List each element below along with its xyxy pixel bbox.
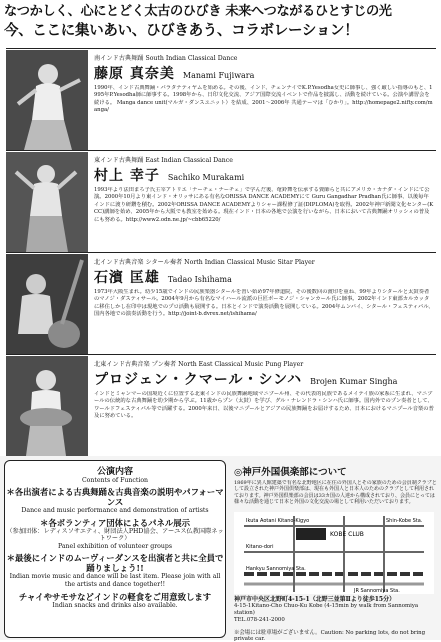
performer-name-jp: 村上 幸子: [94, 168, 160, 184]
parking-note: ※会場には駐車場がございません。Caution: No parking lots, do not bring private car.: [234, 630, 426, 642]
program-item-jp: チャイやサモサなどインドの軽食をご用意致します: [18, 591, 212, 602]
program-item: [5, 553, 225, 588]
performer-role: 東インド古典舞踊 East Indian Classical Dance: [94, 157, 233, 164]
access-map: [234, 512, 434, 594]
map-label-top: Ikuta Aotani Kitano-Kigyo: [246, 518, 310, 524]
program-item-en: Indian movie music and dance will be last item. Please join with all the artists and dance together!!: [9, 573, 221, 588]
performer-name-jp: 石濱 匡雄: [94, 270, 160, 286]
performer-ishihama: [6, 252, 436, 354]
address-jp: 神戸市中央区北野町4-15-1（北野三並第Ⅱより徒歩15分）: [234, 596, 396, 603]
performer-name-en: Manami Fujiwara: [182, 71, 255, 80]
performer-role: 南インド古典舞踊 South Indian Classical Dance: [94, 55, 238, 62]
performer-photo-dancer: [6, 50, 88, 150]
map-label-road: Kitano-dori: [246, 544, 274, 550]
program-item-en: Dance and music performance and demonstration of artists: [21, 507, 209, 514]
club-description: 1869年に異人館建築で有名な北野地区に在住の外国人とその家族のための会員制クラブとして設立された神戸外国倶楽部は、現在も外国人と日本人のためのクラブとして利用されております。神戸外国倶楽部の会員は33カ国の人達から構成されており、会員にとっては様々な活動を通じて日本と外国の文化交流の場として利用いただいております。: [234, 480, 437, 506]
program-item: [5, 592, 225, 610]
performer-name-jp: プロジェン・クマール・シンハ: [94, 372, 303, 388]
club-info: [234, 464, 438, 642]
bottom-section: [0, 456, 441, 640]
performer-bio: 1993年より法田まろ子氏主宰アトリエ「ナーチェ・ナーチェ」で学んだ後、奄鈴舞を伝承する資師らと共にアメリカ・カナダ・インドにて公演。2000年10月より東インド・オリッサにある有名なORISSA DANCE ACADEMYにて Guru Gangadhar Pradhan氏に師事、以後毎年インドに渡り研鑽を積む。2002年ORISSA DANCE ACADEMYよりシャー課程修了証(DIPLOMA)を取得。2002年神戸新聞文化センター(KCC)講師を始め、2005年から大阪でも教室を始める。現在インド・日本の各地で公演を行いながら、日本において古典舞踊オリッシィの普及にも努める。http://www2.odn.ne.jp/~cbb65220/: [94, 187, 434, 223]
performer-photo-dancer: [6, 152, 88, 252]
performer-bio: 1990年、インド古典舞踊・バラタナティヤムを始める。その後、インド、チェンナイでK.P.Yesodha女史に師事し、強く厳しい指導のもと、1995年P.Yesodha師に師事する。1998年から、日印文化交流、アジア国際交流イベントで作品を披露し、活動を続けている。公演や講習会を続ける。 Manga dance unit(マルガ・ダンスユニット）を結成、2001〜2006年 共通テーマは「ひかり」。http://homepage2.nifty.com/manga/: [94, 85, 433, 114]
performer-role: 北東インド古典音楽 プン奏者 North East Classical Music Pung Player: [94, 361, 304, 368]
club-address: [234, 596, 438, 624]
program-item-en: Panel exhibition of volunteer groups: [57, 542, 172, 550]
program-item-sub: （参加団体：レディスソサエティ、財団法人PHD協会、アーユス仏教国際ネットワーク）: [6, 527, 224, 543]
map-label-club: KOBE CLUB: [330, 531, 364, 538]
program-title: 公演内容: [96, 467, 133, 477]
program-item: [5, 518, 225, 551]
program-panel: [4, 460, 226, 638]
map-label-jr: JR Sannomiya Sta.: [354, 588, 400, 594]
performer-name-en: Brojen Kumar Singha: [310, 377, 398, 386]
headline-line-1: なつかしく、心にとどく太古のひびき 未来へつながるひとすじの光: [4, 4, 392, 19]
performer-bio: 1973年大阪生まれ。幼少15歳でインドの民族楽器シタールを習い始め97年修道院、その後数回の渡印を重ね、99年よりシタールと太鼓奏者のマノジ・ダスティサール。2004年9月から有名なマイハール流派の巨匠ボーモノジ・シャンカール氏に師事。2002年インド東部カルカッタに移住しかし在印中は現地でのプロ活動も展開する。日本とインドで演奏活動を展開している。2004年ムンバイ、シタール・フェスティバル、国内各地での演奏活動を行う。http://joint-b.dvrex.net/ishihama/: [94, 289, 434, 318]
map-label-hankyu: Hankyu Sannomiya Sta.: [246, 566, 306, 572]
performer-name-en: Tadao Ishihama: [167, 275, 232, 284]
program-item-jp: ＊各ボランティア団体によるパネル展示: [39, 517, 191, 528]
program-item: [5, 487, 225, 515]
address-en: 4-15-1Kitano-Cho Chuo-Ku Kobe (4-15min by walk from Sannomiya station): [234, 603, 419, 616]
performer-photo-drummer: [6, 356, 88, 456]
performer-role: 北インド古典音楽 シタール奏者 North Indian Classical Music Sitar Player: [94, 259, 315, 266]
performer-name-en: Sachiko Murakami: [167, 173, 245, 182]
headline: [4, 2, 438, 41]
club-title: ◎神戸外国倶楽部について: [234, 467, 347, 478]
headline-line-2: 今、ここに集いあい、ひびきあう、コラボレーション！: [4, 23, 359, 39]
performer-photo-sitar: [6, 254, 88, 354]
program-item-en: Indian snacks and drinks also available.: [52, 601, 178, 609]
performer-fujiwara: [6, 48, 436, 150]
program-item-jp: ＊最後にインドのムーヴィーダンスを出演者と共に全員で踊りましょう!!: [6, 553, 224, 574]
program-item-jp: ＊各出演者による古典舞踊＆古典音楽の説明やパフォーマンス: [6, 487, 224, 507]
club-tel: TEL.078-241-2000: [234, 617, 285, 623]
performer-name-jp: 藤原 真奈美: [94, 66, 175, 82]
performer-bio: インドとミャンマーの国境近くに位置する北東インドの民族舞踊地域マニプール州、その代表的民族であるメイテイ族の家系に生まれ、マニプールの伝統的な古典舞踊を幼少期から学ぶ。11歳からプン（太鼓）を学び、グル・ナレンドラ・シンハ氏に師事。国内外でのプン奏者として、ワールドフェスティバル等で活躍する。2000年来日、以後マニプールとアジアの民族舞踊をお届けするため、日本におけるマニプール音楽の普及に努めている。: [94, 391, 434, 420]
program-subtitle: Contents of Function: [81, 477, 149, 484]
performer-singha: [6, 354, 436, 456]
performer-murakami: [6, 150, 436, 252]
map-label-sta: Shin-Kobe Sta.: [386, 518, 423, 524]
